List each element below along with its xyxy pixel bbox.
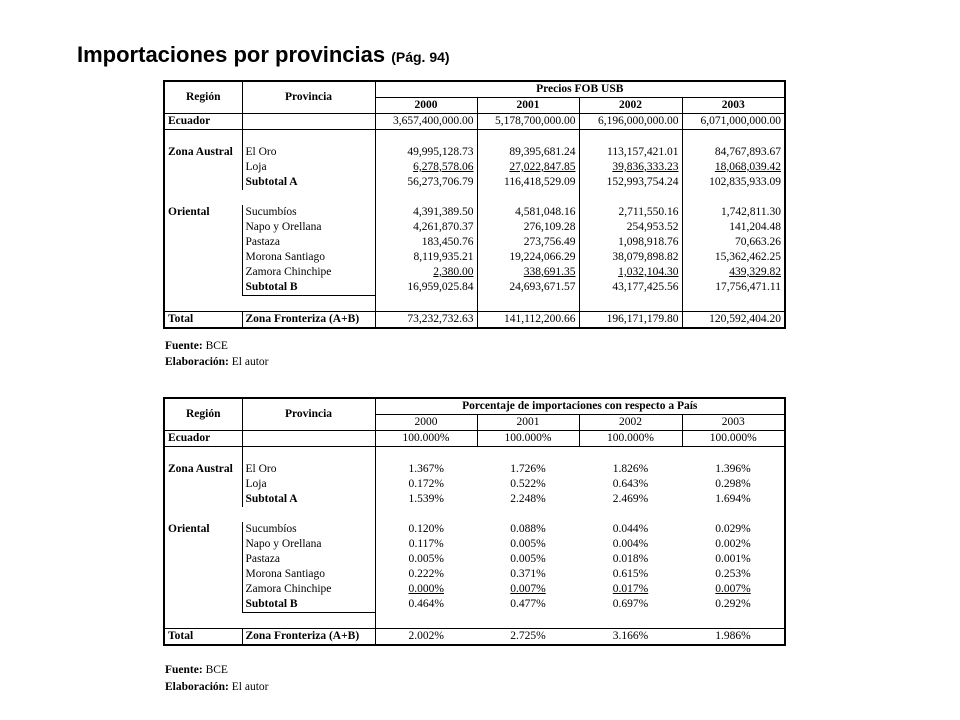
value-cell: 254,953.52 (579, 220, 682, 235)
provincia-cell: Sucumbíos (242, 522, 375, 537)
value-cell: 70,663.26 (682, 235, 785, 250)
provincia-cell (242, 114, 375, 130)
author-note: Elaboración: El autor (165, 356, 269, 368)
region-cell: Oriental (164, 522, 242, 537)
value-cell: 73,232,732.63 (375, 312, 477, 329)
value-cell: 56,273,706.79 (375, 175, 477, 190)
value-cell: 2.725% (477, 629, 579, 646)
header-provincia: Provincia (242, 81, 375, 114)
provincia-cell: Subtotal B (242, 597, 375, 613)
region-cell (164, 160, 242, 175)
provincia-cell: Morona Santiago (242, 250, 375, 265)
value-cell: 8,119,935.21 (375, 250, 477, 265)
source-note: Fuente: BCE (165, 340, 228, 352)
region-cell (164, 477, 242, 492)
region-cell: Oriental (164, 205, 242, 220)
value-cell: 0.001% (682, 552, 785, 567)
value-cell: 39,836,333.23 (579, 160, 682, 175)
provincia-cell: Subtotal A (242, 175, 375, 190)
region-cell: Ecuador (164, 431, 242, 447)
value-cell: 100.000% (579, 431, 682, 447)
value-cell: 2.248% (510, 493, 546, 505)
value-cell: 1.367% (408, 463, 444, 475)
value-cell: 0.002% (682, 537, 785, 552)
provincia-cell: Pastaza (242, 552, 375, 567)
value-cell: 0.222% (408, 568, 444, 580)
value-cell: 1.826% (612, 463, 649, 475)
table-row (164, 629, 785, 646)
value-cell: 6,278,578.06 (375, 160, 477, 175)
value-cell: 2.002% (375, 629, 477, 646)
slide-title (77, 42, 450, 70)
provincia-cell: Zamora Chinchipe (242, 582, 375, 597)
provincia-cell: El Oro (242, 145, 375, 160)
value-cell: 3,657,400,000.00 (375, 114, 477, 130)
value-cell: 0.464% (408, 598, 444, 611)
region-cell (164, 220, 242, 235)
value-cell: 2,711,550.16 (579, 205, 682, 220)
value-cell: 152,993,754.24 (579, 175, 682, 190)
value-cell: 196,171,179.80 (579, 312, 682, 329)
value-cell: 100.000% (477, 431, 579, 447)
table-row (164, 145, 785, 160)
fob-prices-table (163, 80, 786, 329)
title-page-ref: (Pág. 94) (391, 49, 450, 65)
value-cell: 0.292% (682, 597, 785, 613)
value-cell: 4,581,048.16 (477, 205, 579, 220)
header-year: 2002 (579, 415, 682, 431)
table-row (164, 582, 785, 597)
region-cell: Total (164, 312, 242, 329)
table-row (164, 220, 785, 235)
value-cell: 49,995,128.73 (375, 145, 477, 160)
author-note: Elaboración: El autor (165, 681, 269, 693)
value-cell: 0.615% (612, 568, 649, 580)
value-cell: 84,767,893.67 (682, 145, 785, 160)
source-note: Fuente: BCE (165, 664, 228, 676)
region-cell (164, 567, 242, 582)
provincia-cell: Sucumbíos (242, 205, 375, 220)
value-cell: 102,835,933.09 (682, 175, 785, 190)
title-text: Importaciones por provincias (77, 42, 386, 67)
table-row (164, 280, 785, 296)
value-cell: 4,391,389.50 (375, 205, 477, 220)
region-cell (164, 582, 242, 597)
value-cell: 0.172% (408, 478, 444, 490)
value-cell: 0.117% (408, 538, 444, 550)
provincia-cell: Napo y Orellana (242, 537, 375, 552)
value-cell: 2,380.00 (375, 265, 477, 280)
region-cell (164, 280, 242, 296)
header-group: Porcentaje de importaciones con respecto a País (375, 398, 785, 415)
region-cell: Zona Austral (164, 462, 242, 477)
value-cell: 1.396% (682, 462, 785, 477)
provincia-cell: El Oro (242, 462, 375, 477)
header-region: Región (164, 81, 242, 114)
table-row (164, 567, 785, 582)
table-row (164, 205, 785, 220)
value-cell: 0.005% (510, 538, 546, 550)
provincia-cell: Subtotal B (242, 280, 375, 296)
table-row (164, 265, 785, 280)
provincia-cell: Napo y Orellana (242, 220, 375, 235)
value-cell: 0.007% (510, 583, 546, 595)
header-year: 2000 (375, 98, 477, 114)
table-row (164, 160, 785, 175)
table-row (164, 312, 785, 329)
region-cell (164, 265, 242, 280)
value-cell: 0.298% (682, 477, 785, 492)
value-cell: 1,032,104.30 (579, 265, 682, 280)
value-cell: 120,592,404.20 (682, 312, 785, 329)
region-cell (164, 235, 242, 250)
header-year: 2002 (579, 98, 682, 114)
header-year: 2003 (682, 98, 785, 114)
value-cell: 4,261,870.37 (375, 220, 477, 235)
table-row (164, 477, 785, 492)
value-cell: 1.694% (682, 492, 785, 507)
value-cell: 24,693,671.57 (477, 280, 579, 296)
value-cell: 0.253% (682, 567, 785, 582)
value-cell: 2.469% (612, 493, 649, 505)
value-cell: 439,329.82 (682, 265, 785, 280)
value-cell: 0.005% (408, 553, 444, 565)
value-cell: 116,418,529.09 (477, 175, 579, 190)
value-cell: 3.166% (579, 629, 682, 646)
header-year: 2001 (477, 415, 579, 431)
value-cell: 1,098,918.76 (579, 235, 682, 250)
value-cell: 1.726% (510, 463, 546, 475)
header-provincia: Provincia (242, 398, 375, 431)
value-cell: 0.088% (510, 523, 546, 535)
value-cell: 113,157,421.01 (579, 145, 682, 160)
provincia-cell: Loja (242, 160, 375, 175)
value-cell: 100.000% (375, 431, 477, 447)
table-row (164, 431, 785, 447)
provincia-cell (242, 431, 375, 447)
value-cell: 0.044% (612, 523, 649, 535)
table-row (164, 462, 785, 477)
header-group: Precios FOB USB (375, 81, 785, 98)
region-cell (164, 537, 242, 552)
region-cell (164, 597, 242, 613)
provincia-cell: Morona Santiago (242, 567, 375, 582)
value-cell: 17,756,471.11 (682, 280, 785, 296)
provincia-cell: Zamora Chinchipe (242, 265, 375, 280)
value-cell: 6,071,000,000.00 (682, 114, 785, 130)
value-cell: 38,079,898.82 (579, 250, 682, 265)
value-cell: 89,395,681.24 (477, 145, 579, 160)
table-row (164, 597, 785, 613)
table-row (164, 492, 785, 507)
header-region: Región (164, 398, 242, 431)
value-cell: 141,204.48 (682, 220, 785, 235)
region-cell: Ecuador (164, 114, 242, 130)
table-row (164, 175, 785, 190)
value-cell: 338,691.35 (477, 265, 579, 280)
region-cell (164, 552, 242, 567)
header-year: 2000 (375, 415, 477, 431)
value-cell: 0.120% (408, 523, 444, 535)
value-cell: 43,177,425.56 (579, 280, 682, 296)
value-cell: 0.522% (510, 478, 546, 490)
value-cell: 100.000% (682, 431, 785, 447)
value-cell: 1.539% (408, 493, 444, 505)
table-row (164, 114, 785, 130)
header-year: 2001 (477, 98, 579, 114)
value-cell: 141,112,200.66 (477, 312, 579, 329)
value-cell: 0.029% (682, 522, 785, 537)
value-cell: 0.371% (510, 568, 546, 580)
table-row (164, 522, 785, 537)
region-cell (164, 250, 242, 265)
value-cell: 0.000% (408, 583, 444, 595)
value-cell: 0.004% (612, 538, 649, 550)
value-cell: 273,756.49 (477, 235, 579, 250)
provincia-cell: Loja (242, 477, 375, 492)
value-cell: 276,109.28 (477, 220, 579, 235)
region-cell: Zona Austral (164, 145, 242, 160)
value-cell: 0.477% (510, 598, 546, 611)
region-cell: Total (164, 629, 242, 646)
value-cell: 19,224,066.29 (477, 250, 579, 265)
provincia-cell: Pastaza (242, 235, 375, 250)
value-cell: 183,450.76 (375, 235, 477, 250)
value-cell: 1.986% (682, 629, 785, 646)
table-row (164, 552, 785, 567)
table-row (164, 235, 785, 250)
value-cell: 18,068,039.42 (682, 160, 785, 175)
value-cell: 16,959,025.84 (375, 280, 477, 296)
value-cell: 27,022,847.85 (477, 160, 579, 175)
region-cell (164, 492, 242, 507)
table-row (164, 250, 785, 265)
value-cell: 6,196,000,000.00 (579, 114, 682, 130)
value-cell: 15,362,462.25 (682, 250, 785, 265)
value-cell: 0.017% (612, 583, 649, 595)
provincia-cell: Zona Fronteriza (A+B) (242, 629, 375, 646)
value-cell: 0.697% (612, 598, 649, 611)
value-cell: 0.005% (510, 553, 546, 565)
value-cell: 0.007% (682, 582, 785, 597)
header-year: 2003 (682, 415, 785, 431)
provincia-cell: Zona Fronteriza (A+B) (242, 312, 375, 329)
provincia-cell: Subtotal A (242, 492, 375, 507)
value-cell: 5,178,700,000.00 (477, 114, 579, 130)
value-cell: 0.018% (612, 553, 649, 565)
region-cell (164, 175, 242, 190)
value-cell: 1,742,811.30 (682, 205, 785, 220)
value-cell: 0.643% (612, 478, 649, 490)
table-row (164, 537, 785, 552)
percentage-table (163, 397, 786, 646)
